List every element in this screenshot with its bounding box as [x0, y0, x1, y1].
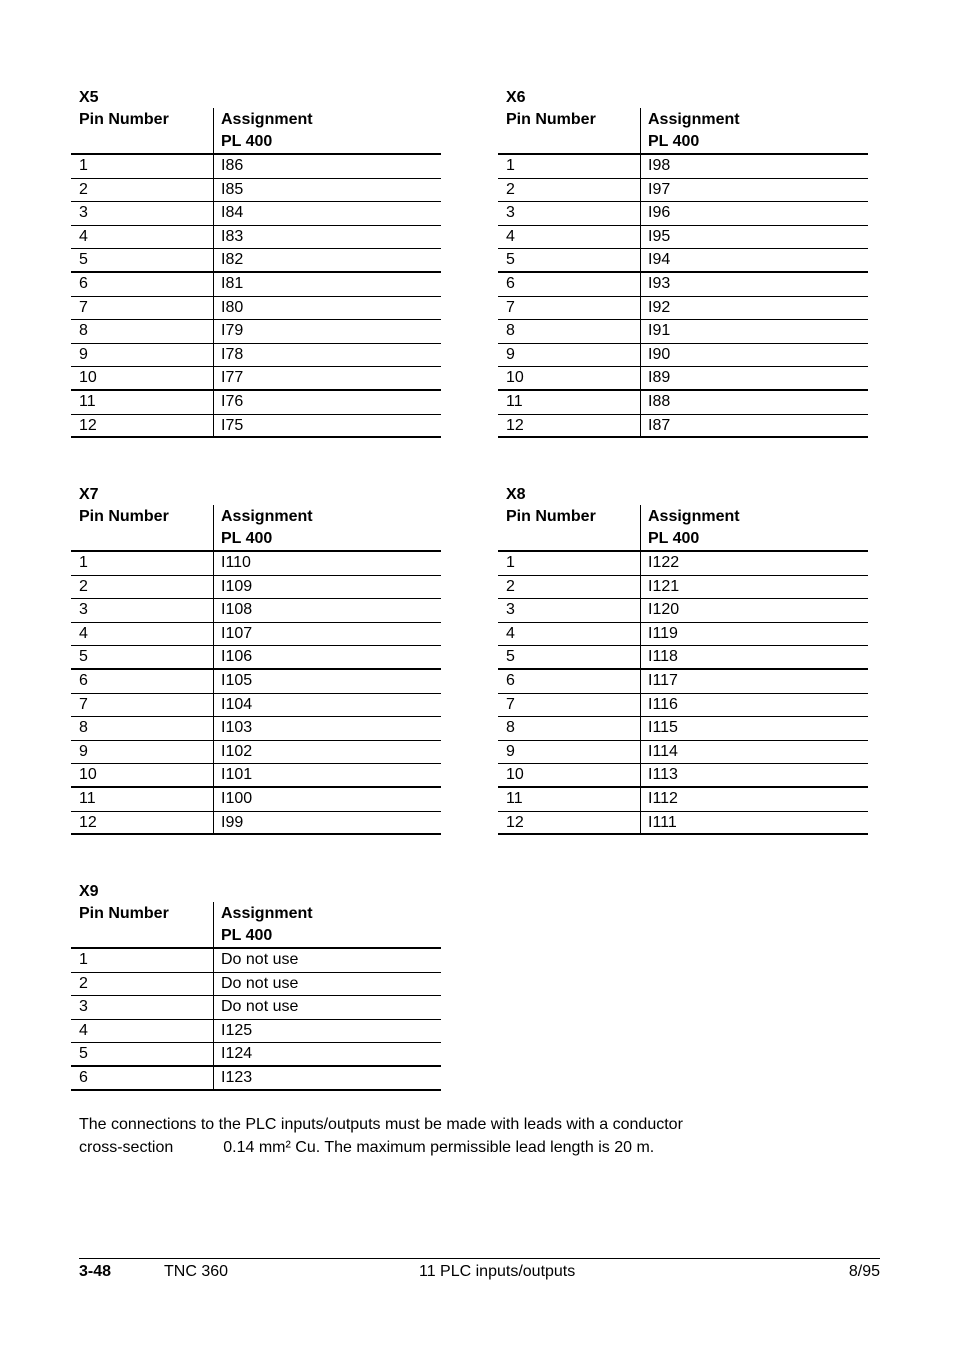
assignment-cell: I120 — [640, 599, 868, 622]
table-row — [71, 670, 441, 694]
pin-number-cell: 2 — [506, 180, 515, 198]
header-assignment — [213, 505, 441, 550]
table-header — [498, 108, 868, 155]
table-row — [71, 788, 441, 812]
table-row — [71, 367, 441, 391]
table-row — [498, 599, 868, 623]
assignment-cell: I111 — [640, 812, 868, 834]
pin-number-cell: 11 — [506, 392, 523, 410]
table-row — [498, 179, 868, 203]
table-row — [71, 764, 441, 788]
pin-number-cell: 6 — [506, 274, 515, 292]
pin-number-cell: 9 — [79, 742, 88, 760]
table-header — [71, 902, 441, 949]
table-label: X7 — [79, 486, 99, 503]
table-header — [71, 108, 441, 155]
pin-number-cell: 3 — [79, 601, 88, 619]
assignment-cell: I125 — [213, 1020, 441, 1043]
table-row — [71, 812, 441, 836]
pin-number-cell: 4 — [79, 1021, 88, 1039]
table-row — [71, 202, 441, 226]
assignment-cell: I76 — [213, 391, 441, 414]
table-row — [71, 717, 441, 741]
pin-number-cell: 9 — [79, 345, 88, 363]
assignment-cell: I114 — [640, 741, 868, 764]
table-header — [498, 505, 868, 552]
assignment-cell: Do not use — [213, 949, 441, 972]
conductor-note — [79, 1113, 839, 1159]
table-row — [71, 694, 441, 718]
header-assignment-line1: Assignment — [221, 111, 313, 128]
header-pin-number: Pin Number — [79, 905, 169, 922]
assignment-cell: I112 — [640, 788, 868, 811]
pin-number-cell: 4 — [79, 227, 88, 245]
table-row — [71, 552, 441, 576]
table-row — [498, 646, 868, 670]
header-pin-number: Pin Number — [79, 508, 169, 525]
pin-number-cell: 6 — [79, 671, 88, 689]
assignment-cell: I95 — [640, 226, 868, 249]
assignment-cell: I103 — [213, 717, 441, 740]
assignment-cell: I92 — [640, 297, 868, 320]
pin-number-cell: 5 — [79, 648, 88, 666]
header-assignment-line2: PL 400 — [221, 133, 273, 150]
assignment-cell: I82 — [213, 249, 441, 271]
table-row — [498, 764, 868, 788]
header-assignment-line2: PL 400 — [648, 133, 700, 150]
pin-number-cell: 1 — [506, 554, 515, 571]
pin-number-cell: 2 — [506, 577, 515, 595]
assignment-cell: Do not use — [213, 973, 441, 996]
pin-number-cell: 1 — [79, 951, 88, 968]
table-row — [71, 344, 441, 368]
assignment-cell: I78 — [213, 344, 441, 367]
table-row — [498, 694, 868, 718]
assignment-cell: I104 — [213, 694, 441, 717]
pin-number-cell: 6 — [506, 671, 515, 689]
header-pin-number: Pin Number — [79, 111, 169, 128]
table-row — [498, 670, 868, 694]
header-pin-number: Pin Number — [506, 508, 596, 525]
table-row — [71, 646, 441, 670]
assignment-cell: I83 — [213, 226, 441, 249]
pin-number-cell: 10 — [79, 369, 97, 387]
assignment-cell: I122 — [640, 552, 868, 575]
assignment-cell: I108 — [213, 599, 441, 622]
table-label: X5 — [79, 89, 99, 106]
table-row — [71, 973, 441, 997]
pin-number-cell: 5 — [506, 251, 515, 269]
table-row — [71, 623, 441, 647]
pin-number-cell: 8 — [79, 322, 88, 340]
assignment-cell: I85 — [213, 179, 441, 202]
pin-number-cell: 12 — [79, 416, 97, 434]
table-row — [71, 996, 441, 1020]
table-row — [71, 226, 441, 250]
pin-number-cell: 5 — [79, 251, 88, 269]
pin-number-cell: 10 — [79, 766, 97, 784]
assignment-cell: I90 — [640, 344, 868, 367]
assignment-cell: I96 — [640, 202, 868, 225]
table-row — [71, 1067, 441, 1091]
table-x6 — [498, 88, 868, 438]
pin-number-cell: 7 — [506, 298, 515, 316]
pin-number-cell: 3 — [79, 204, 88, 222]
assignment-cell: I97 — [640, 179, 868, 202]
table-row — [71, 297, 441, 321]
header-assignment — [640, 505, 868, 550]
assignment-cell: I100 — [213, 788, 441, 811]
page-footer — [79, 1258, 880, 1289]
table-label: X8 — [506, 486, 526, 503]
assignment-cell: I121 — [640, 576, 868, 599]
product-name: TNC 360 — [164, 1263, 229, 1280]
table-header — [71, 505, 441, 552]
pin-number-cell: 12 — [506, 416, 524, 434]
assignment-cell: I98 — [640, 155, 868, 178]
header-assignment-line1: Assignment — [221, 508, 313, 525]
pin-number-cell: 11 — [506, 789, 523, 807]
table-x9 — [71, 882, 441, 1091]
assignment-cell: I109 — [213, 576, 441, 599]
note-line-2b: 0.14 mm² Cu. The maximum permissible lead length is 20 m. — [223, 1139, 655, 1156]
assignment-cell: Do not use — [213, 996, 441, 1019]
header-assignment-line2: PL 400 — [648, 530, 700, 547]
pin-number-cell: 9 — [506, 742, 515, 760]
header-assignment-line2: PL 400 — [221, 927, 273, 944]
assignment-cell: I110 — [213, 552, 441, 575]
assignment-cell: I116 — [640, 694, 868, 717]
section-title: 11 PLC inputs/outputs — [419, 1263, 576, 1280]
assignment-cell: I107 — [213, 623, 441, 646]
table-row — [71, 320, 441, 344]
table-row — [498, 812, 868, 836]
pin-number-cell: 7 — [506, 695, 515, 713]
assignment-cell: I124 — [213, 1043, 441, 1065]
table-row — [71, 415, 441, 439]
table-row — [498, 391, 868, 415]
assignment-cell: I86 — [213, 155, 441, 178]
header-assignment-line1: Assignment — [221, 905, 313, 922]
pin-number-cell: 6 — [79, 274, 88, 292]
table-row — [498, 155, 868, 179]
pin-number-cell: 11 — [79, 789, 96, 807]
note-line-2 — [79, 1136, 839, 1159]
assignment-cell: I91 — [640, 320, 868, 343]
assignment-cell: I75 — [213, 415, 441, 437]
table-row — [498, 320, 868, 344]
table-row — [71, 1020, 441, 1044]
table-row — [498, 249, 868, 273]
pin-number-cell: 12 — [79, 813, 97, 831]
table-row — [498, 576, 868, 600]
pin-number-cell: 8 — [506, 719, 515, 737]
pin-number-cell: 8 — [506, 322, 515, 340]
assignment-cell: I118 — [640, 646, 868, 668]
assignment-cell: I102 — [213, 741, 441, 764]
header-assignment — [213, 108, 441, 153]
table-row — [498, 741, 868, 765]
pin-number-cell: 1 — [506, 157, 515, 174]
table-row — [498, 344, 868, 368]
table-row — [71, 1043, 441, 1067]
table-row — [71, 741, 441, 765]
page-number: 3-48 — [79, 1263, 112, 1280]
pin-number-cell: 1 — [79, 157, 88, 174]
table-row — [71, 599, 441, 623]
assignment-cell: I87 — [640, 415, 868, 437]
note-line-2a: cross-section — [79, 1139, 174, 1156]
assignment-cell: I79 — [213, 320, 441, 343]
table-row — [71, 155, 441, 179]
table-x7 — [71, 485, 441, 835]
pin-number-cell: 5 — [79, 1045, 88, 1063]
table-row — [498, 273, 868, 297]
table-row — [71, 273, 441, 297]
pin-number-cell: 8 — [79, 719, 88, 737]
table-row — [498, 717, 868, 741]
assignment-cell: I77 — [213, 367, 441, 389]
table-row — [498, 623, 868, 647]
assignment-cell: I99 — [213, 812, 441, 834]
header-assignment-line1: Assignment — [648, 111, 740, 128]
header-assignment-line1: Assignment — [648, 508, 740, 525]
pin-number-cell: 2 — [79, 180, 88, 198]
table-row — [498, 226, 868, 250]
table-x8 — [498, 485, 868, 835]
assignment-cell: I89 — [640, 367, 868, 389]
pin-number-cell: 12 — [506, 813, 524, 831]
header-assignment-line2: PL 400 — [221, 530, 273, 547]
pin-number-cell: 9 — [506, 345, 515, 363]
assignment-cell: I105 — [213, 670, 441, 693]
table-row — [498, 297, 868, 321]
table-row — [498, 202, 868, 226]
pin-number-cell: 4 — [506, 624, 515, 642]
pin-number-cell: 7 — [79, 695, 88, 713]
assignment-cell: I93 — [640, 273, 868, 296]
assignment-cell: I80 — [213, 297, 441, 320]
pin-number-cell: 3 — [506, 601, 515, 619]
edition-date: 8/95 — [848, 1263, 880, 1280]
assignment-cell: I123 — [213, 1067, 441, 1089]
table-row — [498, 788, 868, 812]
pin-number-cell: 11 — [79, 392, 96, 410]
table-row — [71, 391, 441, 415]
table-label: X9 — [79, 883, 99, 900]
table-row — [498, 367, 868, 391]
table-row — [71, 576, 441, 600]
assignment-cell: I94 — [640, 249, 868, 271]
pin-number-cell: 10 — [506, 766, 524, 784]
assignment-cell: I119 — [640, 623, 868, 646]
assignment-cell: I115 — [640, 717, 868, 740]
pin-number-cell: 6 — [79, 1068, 88, 1086]
assignment-cell: I117 — [640, 670, 868, 693]
assignment-cell: I84 — [213, 202, 441, 225]
pin-number-cell: 4 — [79, 624, 88, 642]
assignment-cell: I106 — [213, 646, 441, 668]
pin-number-cell: 3 — [79, 998, 88, 1016]
table-row — [498, 552, 868, 576]
pin-number-cell: 10 — [506, 369, 524, 387]
table-row — [498, 415, 868, 439]
assignment-cell: I113 — [640, 764, 868, 786]
header-pin-number: Pin Number — [506, 111, 596, 128]
assignment-cell: I81 — [213, 273, 441, 296]
table-label: X6 — [506, 89, 526, 106]
pin-number-cell: 4 — [506, 227, 515, 245]
header-assignment — [213, 902, 441, 947]
table-row — [71, 179, 441, 203]
table-row — [71, 949, 441, 973]
header-assignment — [640, 108, 868, 153]
pin-number-cell: 5 — [506, 648, 515, 666]
note-line-1: The connections to the PLC inputs/outputs must be made with leads with a conductor — [79, 1116, 683, 1133]
table-x5 — [71, 88, 441, 438]
pin-number-cell: 2 — [79, 974, 88, 992]
table-row — [71, 249, 441, 273]
pin-number-cell: 7 — [79, 298, 88, 316]
pin-number-cell: 1 — [79, 554, 88, 571]
pin-number-cell: 2 — [79, 577, 88, 595]
assignment-cell: I88 — [640, 391, 868, 414]
pin-number-cell: 3 — [506, 204, 515, 222]
assignment-cell: I101 — [213, 764, 441, 786]
